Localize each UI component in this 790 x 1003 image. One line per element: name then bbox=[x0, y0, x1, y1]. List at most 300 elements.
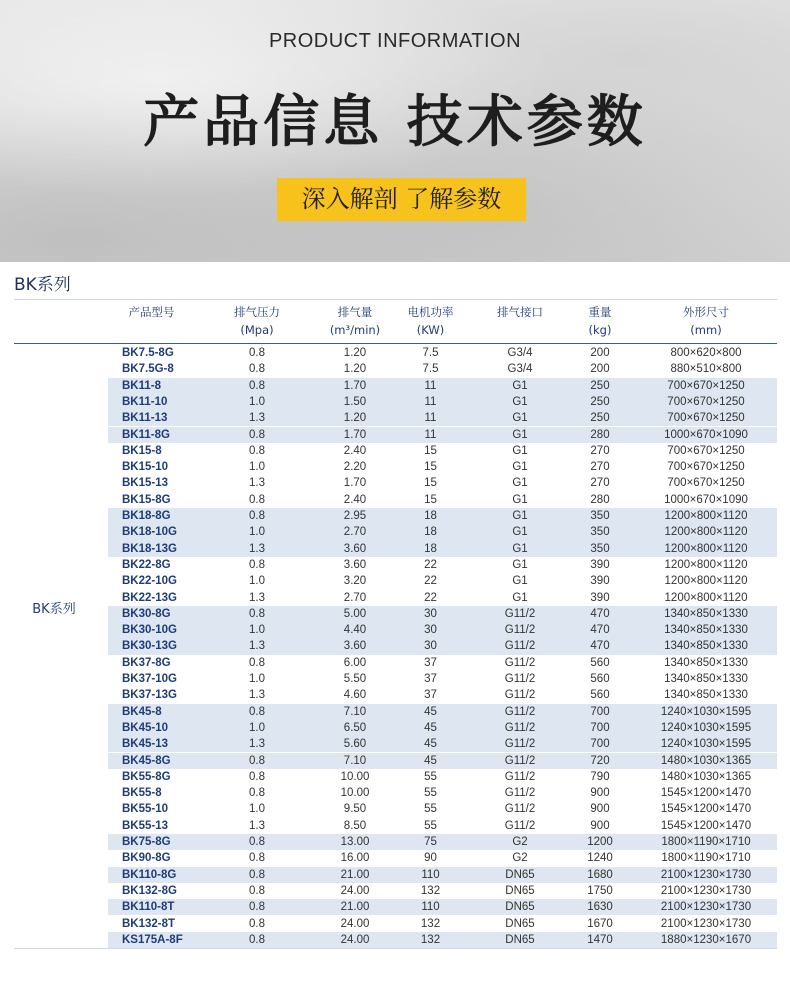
cell-weight: 200 bbox=[590, 347, 610, 359]
cell-weight: 720 bbox=[590, 754, 610, 767]
series-heading: BK系列 bbox=[14, 275, 71, 295]
cell-power: 37 bbox=[424, 673, 437, 685]
cell-pressure: 1.3 bbox=[249, 738, 265, 751]
cell-model: BK15-10 bbox=[122, 461, 169, 474]
cell-weight: 280 bbox=[590, 428, 610, 441]
column-header-unit: (KW) bbox=[416, 323, 445, 337]
cell-power: 7.5 bbox=[422, 363, 439, 376]
cell-port: G1 bbox=[512, 558, 528, 571]
table-row bbox=[108, 638, 777, 654]
cell-weight: 1670 bbox=[587, 917, 613, 930]
cell-pressure: 0.8 bbox=[249, 705, 265, 718]
cell-size: 1000×670×1090 bbox=[664, 428, 748, 441]
cell-pressure: 0.8 bbox=[249, 607, 265, 620]
cell-port: G11/2 bbox=[504, 721, 536, 734]
cell-model: BK18-8G bbox=[122, 510, 171, 522]
table-row bbox=[108, 867, 777, 883]
table-row bbox=[108, 410, 777, 426]
cell-size: 700×670×1250 bbox=[667, 461, 745, 474]
cell-size: 1880×1230×1670 bbox=[660, 933, 752, 946]
cell-port: G1 bbox=[512, 428, 528, 441]
cell-size: 1340×850×1330 bbox=[664, 607, 748, 620]
table-row bbox=[108, 801, 777, 817]
cell-flow: 6.00 bbox=[343, 656, 367, 669]
series-row-label: BK系列 bbox=[32, 602, 76, 617]
cell-power: 30 bbox=[424, 640, 437, 653]
cell-port: G11/2 bbox=[504, 673, 536, 685]
cell-power: 11 bbox=[424, 379, 437, 392]
cell-flow: 5.60 bbox=[343, 738, 367, 751]
cell-size: 1000×670×1090 bbox=[664, 493, 748, 506]
cell-weight: 790 bbox=[590, 770, 610, 783]
cell-weight: 390 bbox=[590, 591, 610, 604]
cell-flow: 2.95 bbox=[343, 510, 367, 522]
cell-weight: 350 bbox=[590, 510, 610, 522]
cell-pressure: 1.0 bbox=[249, 803, 265, 816]
cell-model: BK132-8T bbox=[122, 917, 176, 930]
column-header-unit: (mm) bbox=[690, 323, 722, 337]
cell-weight: 470 bbox=[590, 640, 610, 653]
cell-pressure: 0.8 bbox=[249, 363, 265, 376]
cell-model: BK55-13 bbox=[122, 819, 169, 832]
cell-pressure: 0.8 bbox=[249, 558, 265, 571]
cell-size: 1200×800×1120 bbox=[664, 591, 748, 604]
cell-size: 1800×1190×1710 bbox=[661, 836, 751, 848]
table-row bbox=[108, 459, 777, 475]
cell-weight: 560 bbox=[590, 656, 610, 669]
cell-model: BK18-13G bbox=[122, 542, 177, 555]
cell-weight: 560 bbox=[590, 673, 610, 685]
cell-model: BK55-8G bbox=[122, 770, 171, 783]
cell-size: 800×620×800 bbox=[670, 347, 742, 359]
cell-flow: 2.40 bbox=[343, 444, 367, 457]
cell-model: BK11-8G bbox=[122, 428, 170, 441]
cell-pressure: 0.8 bbox=[249, 787, 265, 800]
cell-pressure: 0.8 bbox=[249, 770, 265, 783]
cell-power: 45 bbox=[424, 738, 437, 751]
cell-port: G1 bbox=[512, 379, 528, 392]
table-row bbox=[108, 524, 777, 540]
cell-power: 45 bbox=[424, 754, 437, 767]
cell-weight: 560 bbox=[590, 689, 610, 702]
cell-size: 1340×850×1330 bbox=[664, 689, 748, 702]
cell-model: BK55-8 bbox=[122, 787, 162, 800]
table-row bbox=[108, 427, 777, 443]
cell-model: BK7.5G-8 bbox=[122, 363, 174, 376]
cell-pressure: 1.0 bbox=[249, 624, 265, 637]
column-header-unit: (m³/min) bbox=[329, 323, 381, 337]
table-row bbox=[108, 508, 777, 524]
table-row bbox=[108, 361, 777, 377]
cell-power: 37 bbox=[424, 689, 437, 702]
cell-power: 132 bbox=[420, 884, 441, 897]
cell-port: G11/2 bbox=[504, 819, 536, 832]
cell-pressure: 0.8 bbox=[249, 754, 265, 767]
cell-pressure: 0.8 bbox=[249, 836, 265, 848]
table-row bbox=[108, 475, 777, 491]
header-divider bbox=[14, 343, 777, 344]
cell-size: 1200×800×1120 bbox=[664, 510, 748, 522]
cell-weight: 1630 bbox=[587, 901, 613, 914]
cell-weight: 1240 bbox=[587, 852, 613, 865]
table-header bbox=[108, 303, 777, 341]
cell-power: 18 bbox=[424, 526, 437, 539]
cell-pressure: 1.0 bbox=[249, 575, 265, 588]
cell-size: 700×670×1250 bbox=[667, 412, 745, 425]
column-header-label: 电机功率 bbox=[407, 305, 454, 319]
cell-weight: 270 bbox=[590, 461, 610, 474]
divider bbox=[14, 299, 777, 300]
cell-power: 22 bbox=[424, 558, 437, 571]
cell-flow: 13.00 bbox=[340, 836, 370, 848]
cell-port: DN65 bbox=[505, 933, 535, 946]
cell-weight: 250 bbox=[590, 395, 610, 408]
cell-flow: 4.40 bbox=[343, 624, 367, 637]
cell-size: 1340×850×1330 bbox=[664, 673, 748, 685]
table-row bbox=[108, 378, 777, 394]
cell-port: G11/2 bbox=[504, 607, 536, 620]
cell-model: BK55-10 bbox=[122, 803, 169, 816]
cell-size: 1340×850×1330 bbox=[664, 640, 748, 653]
table-row bbox=[108, 345, 777, 361]
table-row bbox=[108, 720, 777, 736]
cell-weight: 390 bbox=[590, 558, 610, 571]
cell-pressure: 0.8 bbox=[249, 510, 265, 522]
cell-size: 1240×1030×1595 bbox=[660, 738, 752, 751]
cell-port: DN65 bbox=[505, 917, 535, 930]
cell-flow: 1.50 bbox=[343, 395, 367, 408]
cell-model: BK18-10G bbox=[122, 526, 177, 539]
cell-weight: 900 bbox=[590, 819, 610, 832]
cell-power: 15 bbox=[424, 493, 437, 506]
cell-pressure: 0.8 bbox=[249, 493, 265, 506]
cell-size: 1480×1030×1365 bbox=[660, 754, 752, 767]
column-header bbox=[636, 303, 776, 339]
cell-power: 7.5 bbox=[422, 347, 439, 359]
cell-size: 1200×800×1120 bbox=[664, 526, 748, 539]
cell-port: DN65 bbox=[505, 868, 535, 881]
cell-pressure: 1.3 bbox=[249, 591, 265, 604]
cell-port: G1 bbox=[512, 510, 528, 522]
cell-model: BK15-8 bbox=[122, 444, 162, 457]
cell-model: BK30-10G bbox=[122, 624, 177, 637]
cell-power: 15 bbox=[424, 461, 437, 474]
cell-model: BK37-8G bbox=[122, 656, 171, 669]
cell-model: BK22-13G bbox=[122, 591, 177, 604]
cell-weight: 900 bbox=[590, 787, 610, 800]
cell-model: BK45-13 bbox=[122, 738, 169, 751]
cell-port: G2 bbox=[512, 836, 528, 848]
table-row bbox=[108, 785, 777, 801]
cell-power: 11 bbox=[424, 428, 437, 441]
cell-flow: 21.00 bbox=[340, 868, 370, 881]
cell-port: G1 bbox=[512, 575, 528, 588]
cell-weight: 200 bbox=[590, 363, 610, 376]
cell-flow: 1.20 bbox=[343, 347, 367, 359]
cell-flow: 3.60 bbox=[343, 640, 367, 653]
cell-weight: 700 bbox=[590, 721, 610, 734]
table-row bbox=[108, 541, 777, 557]
cell-weight: 1750 bbox=[587, 884, 613, 897]
cell-size: 2100×1230×1730 bbox=[660, 868, 752, 881]
cell-flow: 1.20 bbox=[343, 363, 367, 376]
cell-power: 15 bbox=[424, 477, 437, 490]
cell-power: 30 bbox=[424, 624, 437, 637]
cell-flow: 24.00 bbox=[340, 933, 370, 946]
cell-weight: 350 bbox=[590, 526, 610, 539]
column-header-label: 排气接口 bbox=[497, 305, 543, 319]
cell-power: 90 bbox=[424, 852, 437, 865]
cell-power: 30 bbox=[424, 607, 437, 620]
cell-model: BK132-8G bbox=[122, 884, 177, 897]
cell-port: G1 bbox=[512, 395, 528, 408]
cell-port: G1 bbox=[512, 412, 528, 425]
cell-power: 22 bbox=[424, 591, 437, 604]
table-row bbox=[108, 736, 777, 752]
table-row bbox=[108, 883, 777, 899]
cell-flow: 5.00 bbox=[343, 607, 367, 620]
cell-port: G11/2 bbox=[504, 787, 536, 800]
table-row bbox=[108, 443, 777, 459]
cell-model: BK37-13G bbox=[122, 689, 177, 702]
cell-model: BK30-8G bbox=[122, 607, 171, 620]
cell-power: 75 bbox=[424, 836, 437, 848]
cell-weight: 250 bbox=[590, 412, 610, 425]
cell-pressure: 1.3 bbox=[249, 640, 265, 653]
cell-power: 55 bbox=[424, 770, 437, 783]
cell-power: 110 bbox=[421, 868, 440, 881]
cell-power: 22 bbox=[424, 575, 437, 588]
column-header-label: 外形尺寸 bbox=[683, 305, 729, 319]
cell-power: 132 bbox=[420, 917, 441, 930]
cell-model: BK22-10G bbox=[122, 575, 177, 588]
cell-port: G1 bbox=[512, 526, 528, 539]
cell-port: G11/2 bbox=[504, 754, 536, 767]
cell-weight: 1470 bbox=[587, 933, 613, 946]
cell-flow: 3.60 bbox=[343, 558, 367, 571]
table-row bbox=[108, 557, 777, 573]
table-row bbox=[108, 394, 777, 410]
cell-size: 1800×1190×1710 bbox=[661, 852, 751, 865]
cell-port: G1 bbox=[512, 477, 528, 490]
cell-model: BK15-13 bbox=[122, 477, 169, 490]
cell-port: G1 bbox=[512, 461, 528, 474]
cell-port: G11/2 bbox=[504, 640, 536, 653]
table-row bbox=[108, 687, 777, 703]
table-bottom-divider bbox=[14, 948, 777, 949]
cell-flow: 6.50 bbox=[343, 721, 367, 734]
cell-flow: 8.50 bbox=[343, 819, 367, 832]
cell-flow: 21.00 bbox=[340, 901, 370, 914]
column-header-label: 排气压力 bbox=[234, 305, 280, 319]
cell-model: BK110-8T bbox=[122, 901, 175, 914]
cell-flow: 4.60 bbox=[343, 689, 367, 702]
cell-port: G11/2 bbox=[504, 770, 536, 783]
cell-flow: 2.20 bbox=[343, 461, 367, 474]
cell-pressure: 0.8 bbox=[249, 868, 265, 881]
cell-flow: 7.10 bbox=[343, 754, 367, 767]
column-header-unit: (kg) bbox=[588, 323, 612, 337]
cell-flow: 24.00 bbox=[340, 884, 370, 897]
cell-size: 2100×1230×1730 bbox=[660, 901, 752, 914]
cell-size: 880×510×800 bbox=[670, 363, 742, 376]
cell-port: G11/2 bbox=[504, 738, 536, 751]
cell-power: 55 bbox=[424, 819, 437, 832]
cell-power: 15 bbox=[424, 444, 437, 457]
cell-port: G1 bbox=[512, 493, 528, 506]
column-header-label: 产品型号 bbox=[128, 305, 175, 319]
table-row bbox=[108, 769, 777, 785]
cell-port: G1 bbox=[512, 591, 528, 604]
column-header bbox=[550, 303, 650, 339]
table-row bbox=[108, 492, 777, 508]
cell-port: G11/2 bbox=[504, 803, 536, 816]
cell-flow: 7.10 bbox=[343, 705, 367, 718]
cell-size: 1340×850×1330 bbox=[664, 624, 748, 637]
cell-port: G3/4 bbox=[507, 363, 533, 376]
cell-pressure: 0.8 bbox=[249, 884, 265, 897]
cell-weight: 1200 bbox=[587, 836, 613, 848]
cell-flow: 1.70 bbox=[343, 428, 367, 441]
cell-port: G11/2 bbox=[504, 656, 536, 669]
cell-power: 11 bbox=[424, 412, 437, 425]
cell-size: 1240×1030×1595 bbox=[660, 721, 752, 734]
cell-weight: 470 bbox=[590, 624, 610, 637]
cell-flow: 10.00 bbox=[340, 787, 370, 800]
english-title: PRODUCT INFORMATION bbox=[268, 30, 522, 52]
table-row bbox=[108, 671, 777, 687]
column-header bbox=[383, 303, 478, 339]
cell-model: BK7.5-8G bbox=[122, 347, 174, 359]
table-row bbox=[108, 850, 777, 866]
cell-model: BK37-10G bbox=[122, 673, 177, 685]
cell-pressure: 0.8 bbox=[249, 901, 265, 914]
cell-weight: 700 bbox=[590, 705, 610, 718]
cell-pressure: 1.0 bbox=[249, 395, 265, 408]
cell-size: 1340×850×1330 bbox=[664, 656, 748, 669]
cell-power: 18 bbox=[424, 510, 437, 522]
cell-power: 55 bbox=[424, 787, 437, 800]
cell-pressure: 1.3 bbox=[249, 819, 265, 832]
cell-flow: 24.00 bbox=[340, 917, 370, 930]
cell-size: 1200×800×1120 bbox=[664, 542, 748, 555]
cell-weight: 470 bbox=[590, 607, 610, 620]
cell-size: 1545×1200×1470 bbox=[660, 803, 752, 816]
cell-size: 1545×1200×1470 bbox=[660, 819, 752, 832]
cell-power: 132 bbox=[420, 933, 441, 946]
cell-weight: 1680 bbox=[587, 868, 613, 881]
cell-port: G11/2 bbox=[504, 705, 536, 718]
cell-pressure: 0.8 bbox=[249, 656, 265, 669]
cell-power: 37 bbox=[424, 656, 437, 669]
cell-port: G3/4 bbox=[507, 347, 533, 359]
cell-model: BK75-8G bbox=[122, 836, 171, 848]
cell-flow: 10.00 bbox=[340, 770, 370, 783]
table-row bbox=[108, 818, 777, 834]
cell-pressure: 0.8 bbox=[249, 379, 265, 392]
cell-flow: 1.20 bbox=[343, 412, 367, 425]
table-row bbox=[108, 590, 777, 606]
cell-port: G11/2 bbox=[504, 624, 536, 637]
cell-pressure: 0.8 bbox=[249, 347, 265, 359]
cell-size: 1200×800×1120 bbox=[664, 558, 748, 571]
cell-size: 1200×800×1120 bbox=[664, 575, 748, 588]
cell-weight: 900 bbox=[590, 803, 610, 816]
table-row bbox=[108, 606, 777, 622]
table-row bbox=[108, 932, 777, 948]
cell-size: 700×670×1250 bbox=[667, 444, 745, 457]
cell-flow: 1.70 bbox=[343, 477, 367, 490]
table-row bbox=[108, 899, 777, 915]
cell-power: 11 bbox=[424, 395, 437, 408]
cell-model: BK11-10 bbox=[122, 395, 168, 408]
cell-size: 700×670×1250 bbox=[667, 379, 745, 392]
cell-power: 45 bbox=[424, 705, 437, 718]
cell-weight: 350 bbox=[590, 542, 610, 555]
table-row bbox=[108, 704, 777, 720]
cell-pressure: 0.8 bbox=[249, 444, 265, 457]
cell-model: BK45-8G bbox=[122, 754, 171, 767]
table-row bbox=[108, 834, 777, 850]
cell-size: 2100×1230×1730 bbox=[660, 917, 752, 930]
cell-model: KS175A-8F bbox=[122, 933, 183, 946]
cell-port: G1 bbox=[512, 444, 528, 457]
cell-size: 1480×1030×1365 bbox=[660, 770, 752, 783]
cell-weight: 390 bbox=[590, 575, 610, 588]
column-header bbox=[208, 303, 306, 339]
table-row bbox=[108, 655, 777, 671]
cell-weight: 270 bbox=[590, 444, 610, 457]
cell-model: BK45-8 bbox=[122, 705, 162, 718]
cell-model: BK110-8G bbox=[122, 868, 177, 881]
cell-model: BK15-8G bbox=[122, 493, 171, 506]
cell-pressure: 0.8 bbox=[249, 428, 265, 441]
cell-model: BK30-13G bbox=[122, 640, 177, 653]
cell-flow: 16.00 bbox=[340, 852, 370, 865]
cell-pressure: 1.3 bbox=[249, 412, 265, 425]
table-row bbox=[108, 753, 777, 769]
cell-model: BK11-8 bbox=[122, 379, 161, 392]
cell-size: 700×670×1250 bbox=[667, 395, 745, 408]
hero-banner bbox=[0, 0, 790, 262]
table-row bbox=[108, 573, 777, 589]
table-row bbox=[108, 622, 777, 638]
column-header bbox=[104, 303, 199, 321]
column-header-label: 重量 bbox=[588, 305, 612, 319]
cell-model: BK22-8G bbox=[122, 558, 171, 571]
cell-port: G11/2 bbox=[504, 689, 536, 702]
cell-port: DN65 bbox=[505, 901, 535, 914]
cell-port: G2 bbox=[512, 852, 528, 865]
cell-size: 1240×1030×1595 bbox=[660, 705, 752, 718]
cell-weight: 250 bbox=[590, 379, 610, 392]
cell-pressure: 1.3 bbox=[249, 477, 265, 490]
cell-model: BK45-10 bbox=[122, 721, 169, 734]
cell-flow: 5.50 bbox=[343, 673, 367, 685]
cell-pressure: 1.3 bbox=[249, 542, 265, 555]
cell-pressure: 1.0 bbox=[249, 673, 265, 685]
cell-weight: 280 bbox=[590, 493, 610, 506]
cell-power: 18 bbox=[424, 542, 437, 555]
cell-port: DN65 bbox=[505, 884, 535, 897]
cell-flow: 3.20 bbox=[343, 575, 367, 588]
cell-pressure: 1.0 bbox=[249, 721, 265, 734]
cell-power: 110 bbox=[421, 901, 440, 914]
cell-flow: 3.60 bbox=[343, 542, 367, 555]
cell-size: 1545×1200×1470 bbox=[660, 787, 752, 800]
column-header-label: 排气量 bbox=[337, 305, 373, 319]
cell-power: 55 bbox=[424, 803, 437, 816]
